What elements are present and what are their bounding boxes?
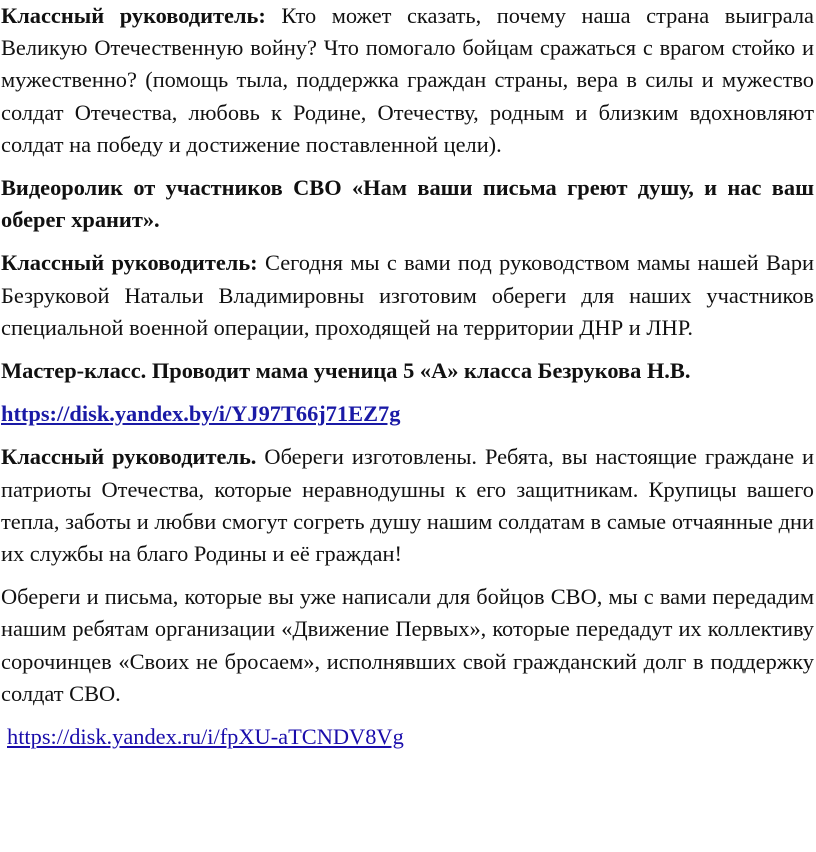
document-page xyxy=(1,0,814,764)
photo-link-paragraph xyxy=(1,721,814,753)
paragraph-text: Обереги изготовлены. Ребята, вы настоящие граждане и патриоты Отечества, которые неравнодушны к его защитникам. Крупицы вашего тепла, заботы и любви смогут согреть душу нашим солдатам в самые отчаянные дни их службы на благо Родины и её граждан! xyxy=(1,444,814,567)
speaker-label: Классный руководитель: xyxy=(1,3,266,28)
amulets-letters-paragraph: Обереги и письма, которые вы уже написали для бойцов СВО, мы с вами передадим нашим ребятам организации «Движение Первых», которые передадут их коллективу сорочинцев «Своих не бросаем», исполнявших свой гражданский долг в поддержку солдат СВО. xyxy=(1,584,814,706)
master-class-heading: Мастер-класс. Проводит мама ученица 5 «А» класса Безрукова Н.В. xyxy=(1,358,691,384)
teacher-conclusion-paragraph xyxy=(1,441,814,570)
video-link-paragraph xyxy=(1,398,814,430)
yandex-disk-link-photos[interactable]: https://disk.yandex.ru/i/fpXU-aTCNDV8Vg xyxy=(7,724,404,750)
paragraph-text: Кто может сказать, почему наша страна выиграла Великую Отечественную войну? Что помогало бойцам сражаться с врагом стойко и мужественно? (помощь тыла, поддержка граждан страны, вера в силы и мужество солдат Отечества, любовь к Родине, Отечеству, родным и близким вдохновляют солдат на победу и достижение поставленной цели). xyxy=(1,3,814,157)
paragraph-text: Сегодня мы с вами под руководством мамы нашей Вари Безруковой Натальи Владимировны изготовим обереги для наших участников специальной военной операции, проходящей на территории ДНР и ЛНР. xyxy=(1,250,814,340)
video-heading: Видеоролик от участников СВО «Нам ваши письма греют душу, и нас ваш оберег хранит». xyxy=(1,175,814,233)
teacher-question-paragraph xyxy=(1,0,814,161)
teacher-intro-paragraph xyxy=(1,247,814,344)
yandex-disk-link-video[interactable]: https://disk.yandex.by/i/YJ97T66j71EZ7g xyxy=(1,401,401,427)
speaker-label: Классный руководитель. xyxy=(1,444,257,470)
speaker-label: Классный руководитель: xyxy=(1,250,258,276)
